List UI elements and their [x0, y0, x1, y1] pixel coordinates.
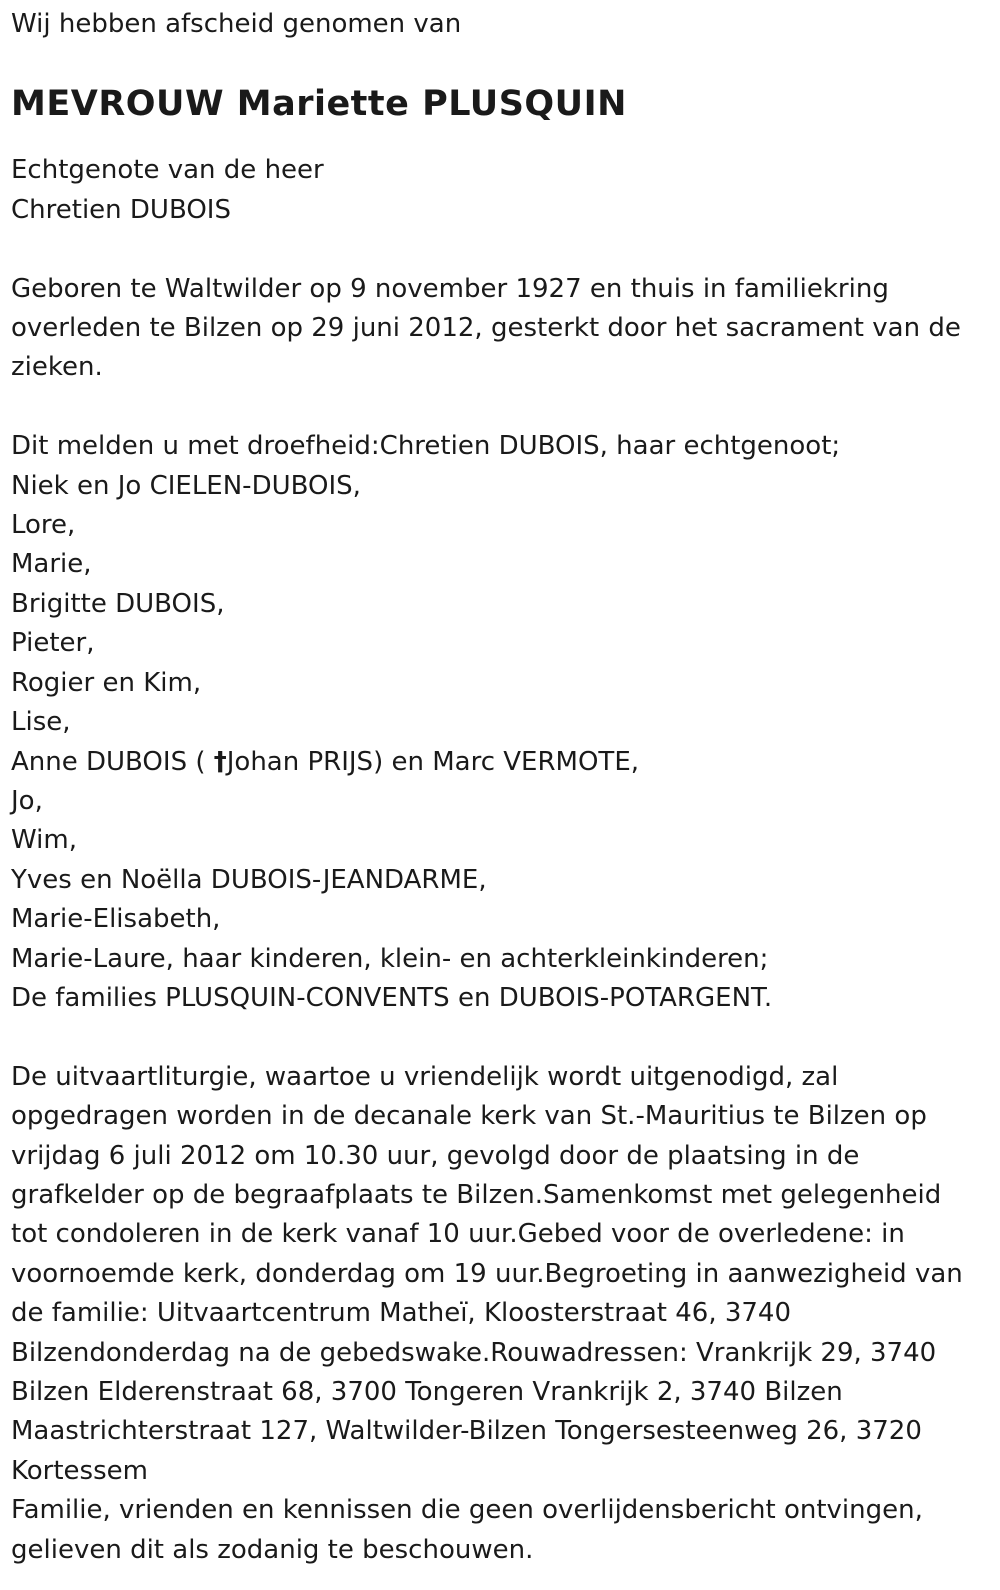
paragraph-line: Kortessem [11, 1455, 148, 1486]
mourner-line: Brigitte DUBOIS, [11, 588, 225, 619]
mourner-line: Yves en Noëlla DUBOIS-JEANDARME, [11, 864, 487, 895]
birth-death-paragraph [11, 270, 988, 388]
paragraph-line: opgedragen worden in de decanale kerk van St.-Mauritius te Bilzen op [11, 1101, 927, 1132]
mourner-line: Rogier en Kim, [11, 667, 202, 698]
mourner-line: Niek en Jo CIELEN-DUBOIS, [11, 470, 361, 501]
paragraph-line: de familie: Uitvaartcentrum Matheï, Kloosterstraat 46, 3740 [11, 1298, 792, 1329]
paragraph-line: gelieven dit als zodanig te beschouwen. [11, 1534, 534, 1565]
mourner-line: De families PLUSQUIN-CONVENTS en DUBOIS-POTARGENT. [11, 982, 773, 1013]
mourner-line: Marie, [11, 549, 92, 580]
deceased-name: MEVROUW Mariette PLUSQUIN [11, 84, 627, 124]
spouse-block [11, 151, 988, 230]
mourner-line-anne [11, 743, 988, 782]
paragraph-line: Bilzen Elderenstraat 68, 3700 Tongeren Vrankrijk 2, 3740 Bilzen [11, 1376, 843, 1407]
mourner-line: Jo, [11, 785, 43, 816]
mourner-line: Marie-Elisabeth, [11, 904, 221, 935]
mourner-text: Johan PRIJS) en Marc VERMOTE, [226, 746, 640, 777]
paragraph-line: Geboren te Waltwilder op 9 november 1927 en thuis in familiekring [11, 273, 889, 304]
spouse-line: Chretien DUBOIS [11, 194, 231, 225]
spouse-line: Echtgenote van de heer [11, 155, 324, 186]
funeral-paragraph [11, 1058, 988, 1570]
mourner-line: Wim, [11, 825, 77, 856]
paragraph-line: De uitvaartliturgie, waartoe u vriendelijk wordt uitgenodigd, zal [11, 1061, 839, 1092]
paragraph-line: tot condoleren in de kerk vanaf 10 uur.Gebed voor de overledene: in [11, 1219, 905, 1250]
paragraph-line: grafkelder op de begraafplaats te Bilzen.Samenkomst met gelegenheid [11, 1179, 942, 1210]
mourner-line: Pieter, [11, 628, 95, 659]
paragraph-line: voornoemde kerk, donderdag om 19 uur.Begroeting in aanwezigheid van [11, 1258, 963, 1289]
mourners-list [11, 427, 988, 1018]
paragraph-line: Maastrichterstraat 127, Waltwilder-Bilzen Tongersesteenweg 26, 3720 [11, 1416, 922, 1447]
paragraph-line: overleden te Bilzen op 29 juni 2012, gesterkt door het sacrament van de [11, 313, 961, 344]
paragraph-line: zieken. [11, 352, 103, 383]
cross-icon: † [213, 746, 227, 777]
spacer [11, 230, 988, 269]
mourner-line: Marie-Laure, haar kinderen, klein- en achterkleinkinderen; [11, 943, 769, 974]
mourner-line: Lore, [11, 510, 76, 541]
mourners-intro: Dit melden u met droefheid:Chretien DUBOIS, haar echtgenoot; [11, 431, 841, 462]
mourner-text: Anne DUBOIS ( [11, 746, 214, 777]
mourner-line: Lise, [11, 707, 71, 738]
intro-text: Wij hebben afscheid genomen van [11, 9, 462, 39]
spacer [11, 388, 988, 427]
spacer [11, 1018, 988, 1057]
paragraph-line: Familie, vrienden en kennissen die geen overlijdensbericht ontvingen, [11, 1495, 923, 1526]
paragraph-line: vrijdag 6 juli 2012 om 10.30 uur, gevolgd door de plaatsing in de [11, 1140, 860, 1171]
paragraph-line: Bilzendonderdag na de gebedswake.Rouwadressen: Vrankrijk 29, 3740 [11, 1337, 937, 1368]
